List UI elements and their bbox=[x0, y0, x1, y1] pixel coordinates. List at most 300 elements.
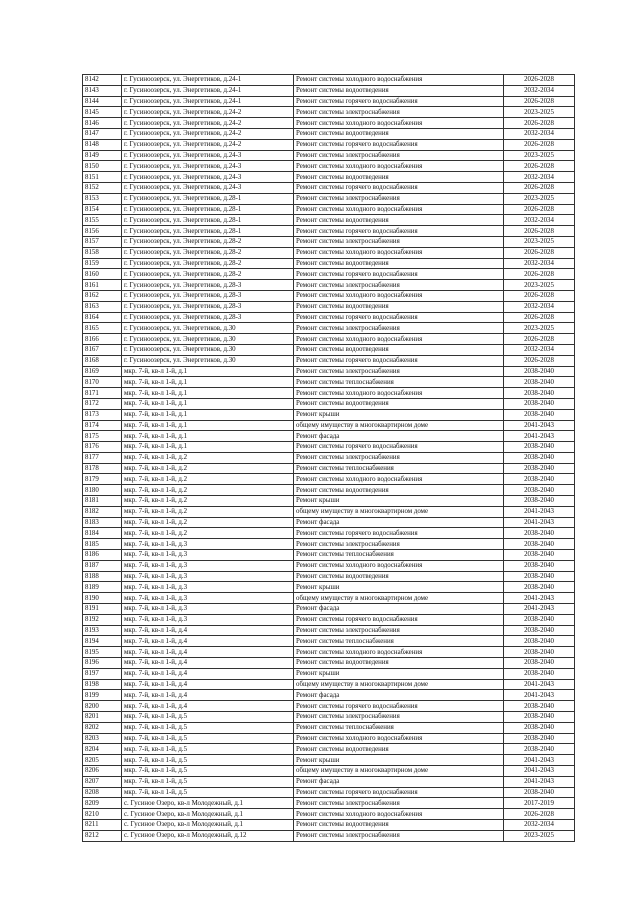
period-cell: 2041-2043 bbox=[504, 690, 575, 701]
row-number-cell: 8161 bbox=[83, 280, 122, 291]
work-type-cell: Ремонт системы водоотведения bbox=[294, 485, 504, 496]
work-type-cell: Ремонт фасада bbox=[294, 604, 504, 615]
work-type-cell: Ремонт системы холодного водоснабжения bbox=[294, 474, 504, 485]
row-number-cell: 8196 bbox=[83, 658, 122, 669]
row-number-cell: 8165 bbox=[83, 323, 122, 334]
table-row bbox=[83, 625, 575, 636]
row-number-cell: 8209 bbox=[83, 798, 122, 809]
period-cell: 2038-2040 bbox=[504, 474, 575, 485]
period-cell: 2038-2040 bbox=[504, 744, 575, 755]
address-cell: мкр. 7-й, кв-л 1-й, д.4 bbox=[122, 668, 294, 679]
period-cell: 2038-2040 bbox=[504, 366, 575, 377]
document-page bbox=[82, 74, 574, 842]
table-row bbox=[83, 204, 575, 215]
work-type-cell: Ремонт системы горячего водоснабжения bbox=[294, 182, 504, 193]
row-number-cell: 8167 bbox=[83, 344, 122, 355]
address-cell: мкр. 7-й, кв-л 1-й, д.1 bbox=[122, 398, 294, 409]
row-number-cell: 8147 bbox=[83, 128, 122, 139]
address-cell: мкр. 7-й, кв-л 1-й, д.4 bbox=[122, 636, 294, 647]
row-number-cell: 8173 bbox=[83, 409, 122, 420]
address-cell: мкр. 7-й, кв-л 1-й, д.5 bbox=[122, 776, 294, 787]
work-type-cell: Ремонт системы водоотведения bbox=[294, 819, 504, 830]
row-number-cell: 8145 bbox=[83, 107, 122, 118]
table-row bbox=[83, 290, 575, 301]
work-type-cell: Ремонт системы холодного водоснабжения bbox=[294, 161, 504, 172]
address-cell: г. Гусиноозерск, ул. Энергетиков, д.28-1 bbox=[122, 193, 294, 204]
period-cell: 2041-2043 bbox=[504, 766, 575, 777]
period-cell: 2038-2040 bbox=[504, 398, 575, 409]
work-type-cell: Ремонт системы электроснабжения bbox=[294, 798, 504, 809]
work-type-cell: Ремонт системы электроснабжения bbox=[294, 830, 504, 841]
row-number-cell: 8178 bbox=[83, 463, 122, 474]
row-number-cell: 8186 bbox=[83, 550, 122, 561]
address-cell: г. Гусиноозерск, ул. Энергетиков, д.24-2 bbox=[122, 139, 294, 150]
period-cell: 2038-2040 bbox=[504, 571, 575, 582]
period-cell: 2026-2028 bbox=[504, 269, 575, 280]
work-type-cell: Ремонт системы горячего водоснабжения bbox=[294, 269, 504, 280]
address-cell: мкр. 7-й, кв-л 1-й, д.3 bbox=[122, 539, 294, 550]
address-cell: г. Гусиноозерск, ул. Энергетиков, д.28-3 bbox=[122, 312, 294, 323]
period-cell: 2038-2040 bbox=[504, 496, 575, 507]
work-type-cell: Ремонт крыши bbox=[294, 496, 504, 507]
work-type-cell: Ремонт системы холодного водоснабжения bbox=[294, 247, 504, 258]
table-row bbox=[83, 409, 575, 420]
row-number-cell: 8192 bbox=[83, 614, 122, 625]
period-cell: 2032-2034 bbox=[504, 128, 575, 139]
table-row bbox=[83, 247, 575, 258]
period-cell: 2026-2028 bbox=[504, 247, 575, 258]
table-row bbox=[83, 593, 575, 604]
address-cell: мкр. 7-й, кв-л 1-й, д.4 bbox=[122, 625, 294, 636]
work-type-cell: Ремонт системы водоотведения bbox=[294, 258, 504, 269]
table-row bbox=[83, 517, 575, 528]
period-cell: 2038-2040 bbox=[504, 582, 575, 593]
work-type-cell: Ремонт системы теплоснабжения bbox=[294, 636, 504, 647]
table-row bbox=[83, 496, 575, 507]
row-number-cell: 8197 bbox=[83, 668, 122, 679]
period-cell: 2038-2040 bbox=[504, 560, 575, 571]
period-cell: 2038-2040 bbox=[504, 722, 575, 733]
address-cell: мкр. 7-й, кв-л 1-й, д.5 bbox=[122, 733, 294, 744]
work-type-cell: общему имуществу в многоквартирном доме bbox=[294, 679, 504, 690]
address-cell: г. Гусиноозерск, ул. Энергетиков, д.28-2 bbox=[122, 247, 294, 258]
work-type-cell: Ремонт системы водоотведения bbox=[294, 658, 504, 669]
table-row bbox=[83, 236, 575, 247]
work-type-cell: Ремонт системы водоотведения bbox=[294, 398, 504, 409]
table-row bbox=[83, 431, 575, 442]
table-row bbox=[83, 636, 575, 647]
period-cell: 2032-2034 bbox=[504, 172, 575, 183]
work-type-cell: Ремонт системы электроснабжения bbox=[294, 193, 504, 204]
address-cell: мкр. 7-й, кв-л 1-й, д.4 bbox=[122, 690, 294, 701]
address-cell: мкр. 7-й, кв-л 1-й, д.1 bbox=[122, 366, 294, 377]
address-cell: г. Гусиноозерск, ул. Энергетиков, д.28-3 bbox=[122, 280, 294, 291]
work-type-cell: Ремонт системы холодного водоснабжения bbox=[294, 647, 504, 658]
period-cell: 2026-2028 bbox=[504, 355, 575, 366]
row-number-cell: 8150 bbox=[83, 161, 122, 172]
work-type-cell: Ремонт системы теплоснабжения bbox=[294, 550, 504, 561]
period-cell: 2038-2040 bbox=[504, 733, 575, 744]
work-type-cell: Ремонт системы холодного водоснабжения bbox=[294, 334, 504, 345]
address-cell: с. Гусиное Озеро, кв-л Молодежный, д.1 bbox=[122, 798, 294, 809]
row-number-cell: 8158 bbox=[83, 247, 122, 258]
row-number-cell: 8191 bbox=[83, 604, 122, 615]
table-row bbox=[83, 366, 575, 377]
row-number-cell: 8142 bbox=[83, 75, 122, 86]
work-type-cell: Ремонт системы электроснабжения bbox=[294, 539, 504, 550]
period-cell: 2041-2043 bbox=[504, 755, 575, 766]
period-cell: 2023-2025 bbox=[504, 107, 575, 118]
table-row bbox=[83, 733, 575, 744]
table-row bbox=[83, 809, 575, 820]
period-cell: 2026-2028 bbox=[504, 204, 575, 215]
period-cell: 2026-2028 bbox=[504, 139, 575, 150]
row-number-cell: 8166 bbox=[83, 334, 122, 345]
table-row bbox=[83, 452, 575, 463]
work-type-cell: Ремонт крыши bbox=[294, 668, 504, 679]
period-cell: 2038-2040 bbox=[504, 647, 575, 658]
period-cell: 2038-2040 bbox=[504, 712, 575, 723]
work-type-cell: Ремонт системы холодного водоснабжения bbox=[294, 560, 504, 571]
address-cell: г. Гусиноозерск, ул. Энергетиков, д.24-2 bbox=[122, 128, 294, 139]
row-number-cell: 8204 bbox=[83, 744, 122, 755]
table-row bbox=[83, 193, 575, 204]
table-row bbox=[83, 755, 575, 766]
address-cell: мкр. 7-й, кв-л 1-й, д.1 bbox=[122, 442, 294, 453]
table-row bbox=[83, 150, 575, 161]
period-cell: 2038-2040 bbox=[504, 452, 575, 463]
period-cell: 2041-2043 bbox=[504, 517, 575, 528]
period-cell: 2038-2040 bbox=[504, 485, 575, 496]
work-type-cell: Ремонт системы холодного водоснабжения bbox=[294, 75, 504, 86]
work-type-cell: Ремонт системы горячего водоснабжения bbox=[294, 312, 504, 323]
work-type-cell: Ремонт системы электроснабжения bbox=[294, 150, 504, 161]
row-number-cell: 8201 bbox=[83, 712, 122, 723]
address-cell: г. Гусиноозерск, ул. Энергетиков, д.24-2 bbox=[122, 107, 294, 118]
table-row bbox=[83, 474, 575, 485]
row-number-cell: 8164 bbox=[83, 312, 122, 323]
table-row bbox=[83, 258, 575, 269]
address-cell: мкр. 7-й, кв-л 1-й, д.5 bbox=[122, 787, 294, 798]
address-cell: мкр. 7-й, кв-л 1-й, д.1 bbox=[122, 409, 294, 420]
table-row bbox=[83, 658, 575, 669]
row-number-cell: 8177 bbox=[83, 452, 122, 463]
work-type-cell: Ремонт системы холодного водоснабжения bbox=[294, 809, 504, 820]
work-type-cell: Ремонт системы электроснабжения bbox=[294, 280, 504, 291]
work-type-cell: Ремонт системы холодного водоснабжения bbox=[294, 290, 504, 301]
work-type-cell: Ремонт системы электроснабжения bbox=[294, 107, 504, 118]
address-cell: мкр. 7-й, кв-л 1-й, д.1 bbox=[122, 388, 294, 399]
address-cell: мкр. 7-й, кв-л 1-й, д.5 bbox=[122, 766, 294, 777]
period-cell: 2038-2040 bbox=[504, 463, 575, 474]
row-number-cell: 8182 bbox=[83, 506, 122, 517]
address-cell: мкр. 7-й, кв-л 1-й, д.2 bbox=[122, 463, 294, 474]
table-row bbox=[83, 560, 575, 571]
table-row bbox=[83, 830, 575, 841]
period-cell: 2041-2043 bbox=[504, 776, 575, 787]
period-cell: 2041-2043 bbox=[504, 593, 575, 604]
work-type-cell: Ремонт системы горячего водоснабжения bbox=[294, 442, 504, 453]
table-row bbox=[83, 301, 575, 312]
row-number-cell: 8143 bbox=[83, 85, 122, 96]
work-type-cell: Ремонт системы водоотведения bbox=[294, 128, 504, 139]
table-row bbox=[83, 280, 575, 291]
table-row bbox=[83, 647, 575, 658]
table-row bbox=[83, 377, 575, 388]
table-row bbox=[83, 819, 575, 830]
table-row bbox=[83, 398, 575, 409]
row-number-cell: 8187 bbox=[83, 560, 122, 571]
period-cell: 2038-2040 bbox=[504, 658, 575, 669]
period-cell: 2038-2040 bbox=[504, 539, 575, 550]
table-row bbox=[83, 744, 575, 755]
work-type-cell: Ремонт системы горячего водоснабжения bbox=[294, 139, 504, 150]
period-cell: 2038-2040 bbox=[504, 528, 575, 539]
table-row bbox=[83, 690, 575, 701]
address-cell: мкр. 7-й, кв-л 1-й, д.2 bbox=[122, 528, 294, 539]
work-type-cell: Ремонт фасада bbox=[294, 690, 504, 701]
table-row bbox=[83, 463, 575, 474]
period-cell: 2038-2040 bbox=[504, 442, 575, 453]
table-row bbox=[83, 485, 575, 496]
work-type-cell: общему имуществу в многоквартирном доме bbox=[294, 766, 504, 777]
row-number-cell: 8181 bbox=[83, 496, 122, 507]
period-cell: 2038-2040 bbox=[504, 409, 575, 420]
row-number-cell: 8168 bbox=[83, 355, 122, 366]
row-number-cell: 8206 bbox=[83, 766, 122, 777]
address-cell: г. Гусиноозерск, ул. Энергетиков, д.24-3 bbox=[122, 161, 294, 172]
table-row bbox=[83, 528, 575, 539]
period-cell: 2023-2025 bbox=[504, 150, 575, 161]
row-number-cell: 8189 bbox=[83, 582, 122, 593]
row-number-cell: 8200 bbox=[83, 701, 122, 712]
row-number-cell: 8188 bbox=[83, 571, 122, 582]
period-cell: 2026-2028 bbox=[504, 290, 575, 301]
table-row bbox=[83, 506, 575, 517]
address-cell: г. Гусиноозерск, ул. Энергетиков, д.28-1 bbox=[122, 215, 294, 226]
address-cell: г. Гусиноозерск, ул. Энергетиков, д.24-1 bbox=[122, 96, 294, 107]
address-cell: мкр. 7-й, кв-л 1-й, д.2 bbox=[122, 474, 294, 485]
address-cell: мкр. 7-й, кв-л 1-й, д.1 bbox=[122, 420, 294, 431]
table-row bbox=[83, 571, 575, 582]
table-row bbox=[83, 798, 575, 809]
table-row bbox=[83, 226, 575, 237]
row-number-cell: 8153 bbox=[83, 193, 122, 204]
row-number-cell: 8171 bbox=[83, 388, 122, 399]
row-number-cell: 8190 bbox=[83, 593, 122, 604]
period-cell: 2032-2034 bbox=[504, 301, 575, 312]
work-type-cell: общему имуществу в многоквартирном доме bbox=[294, 420, 504, 431]
work-type-cell: Ремонт крыши bbox=[294, 582, 504, 593]
address-cell: мкр. 7-й, кв-л 1-й, д.2 bbox=[122, 496, 294, 507]
address-cell: г. Гусиноозерск, ул. Энергетиков, д.30 bbox=[122, 334, 294, 345]
address-cell: мкр. 7-й, кв-л 1-й, д.2 bbox=[122, 485, 294, 496]
row-number-cell: 8203 bbox=[83, 733, 122, 744]
row-number-cell: 8212 bbox=[83, 830, 122, 841]
period-cell: 2041-2043 bbox=[504, 679, 575, 690]
table-row bbox=[83, 766, 575, 777]
row-number-cell: 8154 bbox=[83, 204, 122, 215]
address-cell: мкр. 7-й, кв-л 1-й, д.4 bbox=[122, 658, 294, 669]
row-number-cell: 8185 bbox=[83, 539, 122, 550]
table-row bbox=[83, 215, 575, 226]
period-cell: 2023-2025 bbox=[504, 236, 575, 247]
table-row bbox=[83, 668, 575, 679]
table-body bbox=[83, 75, 575, 842]
row-number-cell: 8180 bbox=[83, 485, 122, 496]
row-number-cell: 8202 bbox=[83, 722, 122, 733]
work-type-cell: Ремонт системы электроснабжения bbox=[294, 366, 504, 377]
period-cell: 2032-2034 bbox=[504, 215, 575, 226]
work-type-cell: Ремонт системы водоотведения bbox=[294, 571, 504, 582]
address-cell: г. Гусиноозерск, ул. Энергетиков, д.24-3 bbox=[122, 150, 294, 161]
work-type-cell: Ремонт системы горячего водоснабжения bbox=[294, 226, 504, 237]
repair-schedule-table bbox=[82, 74, 575, 842]
address-cell: мкр. 7-й, кв-л 1-й, д.3 bbox=[122, 582, 294, 593]
address-cell: мкр. 7-й, кв-л 1-й, д.3 bbox=[122, 560, 294, 571]
address-cell: мкр. 7-й, кв-л 1-й, д.3 bbox=[122, 614, 294, 625]
row-number-cell: 8194 bbox=[83, 636, 122, 647]
period-cell: 2038-2040 bbox=[504, 550, 575, 561]
work-type-cell: Ремонт системы теплоснабжения bbox=[294, 377, 504, 388]
period-cell: 2026-2028 bbox=[504, 75, 575, 86]
work-type-cell: Ремонт системы электроснабжения bbox=[294, 236, 504, 247]
address-cell: г. Гусиноозерск, ул. Энергетиков, д.24-3 bbox=[122, 182, 294, 193]
period-cell: 2032-2034 bbox=[504, 85, 575, 96]
period-cell: 2038-2040 bbox=[504, 614, 575, 625]
period-cell: 2038-2040 bbox=[504, 668, 575, 679]
address-cell: мкр. 7-й, кв-л 1-й, д.5 bbox=[122, 755, 294, 766]
address-cell: с. Гусиное Озеро, кв-л Молодежный, д.1 bbox=[122, 819, 294, 830]
row-number-cell: 8172 bbox=[83, 398, 122, 409]
address-cell: мкр. 7-й, кв-л 1-й, д.1 bbox=[122, 431, 294, 442]
table-row bbox=[83, 604, 575, 615]
table-row bbox=[83, 722, 575, 733]
row-number-cell: 8176 bbox=[83, 442, 122, 453]
period-cell: 2041-2043 bbox=[504, 506, 575, 517]
period-cell: 2026-2028 bbox=[504, 161, 575, 172]
table-row bbox=[83, 787, 575, 798]
address-cell: мкр. 7-й, кв-л 1-й, д.3 bbox=[122, 604, 294, 615]
table-row bbox=[83, 614, 575, 625]
row-number-cell: 8159 bbox=[83, 258, 122, 269]
address-cell: г. Гусиноозерск, ул. Энергетиков, д.28-3 bbox=[122, 301, 294, 312]
address-cell: мкр. 7-й, кв-л 1-й, д.4 bbox=[122, 647, 294, 658]
work-type-cell: Ремонт системы водоотведения bbox=[294, 344, 504, 355]
address-cell: мкр. 7-й, кв-л 1-й, д.4 bbox=[122, 701, 294, 712]
work-type-cell: Ремонт системы холодного водоснабжения bbox=[294, 118, 504, 129]
period-cell: 2026-2028 bbox=[504, 334, 575, 345]
table-row bbox=[83, 539, 575, 550]
row-number-cell: 8157 bbox=[83, 236, 122, 247]
row-number-cell: 8199 bbox=[83, 690, 122, 701]
table-row bbox=[83, 388, 575, 399]
row-number-cell: 8184 bbox=[83, 528, 122, 539]
table-row bbox=[83, 776, 575, 787]
address-cell: мкр. 7-й, кв-л 1-й, д.3 bbox=[122, 571, 294, 582]
address-cell: мкр. 7-й, кв-л 1-й, д.4 bbox=[122, 679, 294, 690]
work-type-cell: Ремонт системы горячего водоснабжения bbox=[294, 96, 504, 107]
period-cell: 2023-2025 bbox=[504, 193, 575, 204]
period-cell: 2026-2028 bbox=[504, 96, 575, 107]
row-number-cell: 8152 bbox=[83, 182, 122, 193]
table-row bbox=[83, 442, 575, 453]
table-row bbox=[83, 550, 575, 561]
row-number-cell: 8193 bbox=[83, 625, 122, 636]
table-row bbox=[83, 118, 575, 129]
row-number-cell: 8160 bbox=[83, 269, 122, 280]
address-cell: г. Гусиноозерск, ул. Энергетиков, д.30 bbox=[122, 344, 294, 355]
work-type-cell: Ремонт системы холодного водоснабжения bbox=[294, 733, 504, 744]
address-cell: мкр. 7-й, кв-л 1-й, д.3 bbox=[122, 593, 294, 604]
address-cell: мкр. 7-й, кв-л 1-й, д.1 bbox=[122, 377, 294, 388]
table-row bbox=[83, 96, 575, 107]
address-cell: г. Гусиноозерск, ул. Энергетиков, д.24-1 bbox=[122, 75, 294, 86]
row-number-cell: 8146 bbox=[83, 118, 122, 129]
period-cell: 2023-2025 bbox=[504, 323, 575, 334]
row-number-cell: 8195 bbox=[83, 647, 122, 658]
row-number-cell: 8162 bbox=[83, 290, 122, 301]
row-number-cell: 8210 bbox=[83, 809, 122, 820]
work-type-cell: Ремонт системы теплоснабжения bbox=[294, 722, 504, 733]
address-cell: г. Гусиноозерск, ул. Энергетиков, д.28-1 bbox=[122, 204, 294, 215]
period-cell: 2041-2043 bbox=[504, 431, 575, 442]
work-type-cell: общему имуществу в многоквартирном доме bbox=[294, 593, 504, 604]
row-number-cell: 8174 bbox=[83, 420, 122, 431]
table-row bbox=[83, 701, 575, 712]
table-row bbox=[83, 355, 575, 366]
table-row bbox=[83, 182, 575, 193]
table-row bbox=[83, 712, 575, 723]
work-type-cell: Ремонт фасада bbox=[294, 431, 504, 442]
work-type-cell: Ремонт системы электроснабжения bbox=[294, 625, 504, 636]
period-cell: 2038-2040 bbox=[504, 625, 575, 636]
work-type-cell: Ремонт системы горячего водоснабжения bbox=[294, 701, 504, 712]
work-type-cell: Ремонт системы водоотведения bbox=[294, 172, 504, 183]
table-row bbox=[83, 75, 575, 86]
work-type-cell: Ремонт системы водоотведения bbox=[294, 301, 504, 312]
work-type-cell: Ремонт системы горячего водоснабжения bbox=[294, 787, 504, 798]
address-cell: мкр. 7-й, кв-л 1-й, д.5 bbox=[122, 712, 294, 723]
row-number-cell: 8198 bbox=[83, 679, 122, 690]
address-cell: мкр. 7-й, кв-л 1-й, д.2 bbox=[122, 517, 294, 528]
period-cell: 2038-2040 bbox=[504, 701, 575, 712]
row-number-cell: 8211 bbox=[83, 819, 122, 830]
work-type-cell: Ремонт системы холодного водоснабжения bbox=[294, 204, 504, 215]
period-cell: 2023-2025 bbox=[504, 830, 575, 841]
address-cell: г. Гусиноозерск, ул. Энергетиков, д.28-2 bbox=[122, 269, 294, 280]
period-cell: 2032-2034 bbox=[504, 819, 575, 830]
work-type-cell: Ремонт крыши bbox=[294, 755, 504, 766]
work-type-cell: Ремонт крыши bbox=[294, 409, 504, 420]
address-cell: г. Гусиноозерск, ул. Энергетиков, д.24-3 bbox=[122, 172, 294, 183]
table-row bbox=[83, 312, 575, 323]
table-row bbox=[83, 85, 575, 96]
period-cell: 2041-2043 bbox=[504, 420, 575, 431]
row-number-cell: 8208 bbox=[83, 787, 122, 798]
address-cell: г. Гусиноозерск, ул. Энергетиков, д.28-1 bbox=[122, 226, 294, 237]
row-number-cell: 8155 bbox=[83, 215, 122, 226]
work-type-cell: Ремонт системы холодного водоснабжения bbox=[294, 388, 504, 399]
address-cell: г. Гусиноозерск, ул. Энергетиков, д.24-2 bbox=[122, 118, 294, 129]
work-type-cell: Ремонт системы электроснабжения bbox=[294, 323, 504, 334]
row-number-cell: 8151 bbox=[83, 172, 122, 183]
address-cell: мкр. 7-й, кв-л 1-й, д.5 bbox=[122, 722, 294, 733]
row-number-cell: 8149 bbox=[83, 150, 122, 161]
address-cell: с. Гусиное Озеро, кв-л Молодежный, д.12 bbox=[122, 830, 294, 841]
work-type-cell: Ремонт фасада bbox=[294, 776, 504, 787]
table-row bbox=[83, 420, 575, 431]
